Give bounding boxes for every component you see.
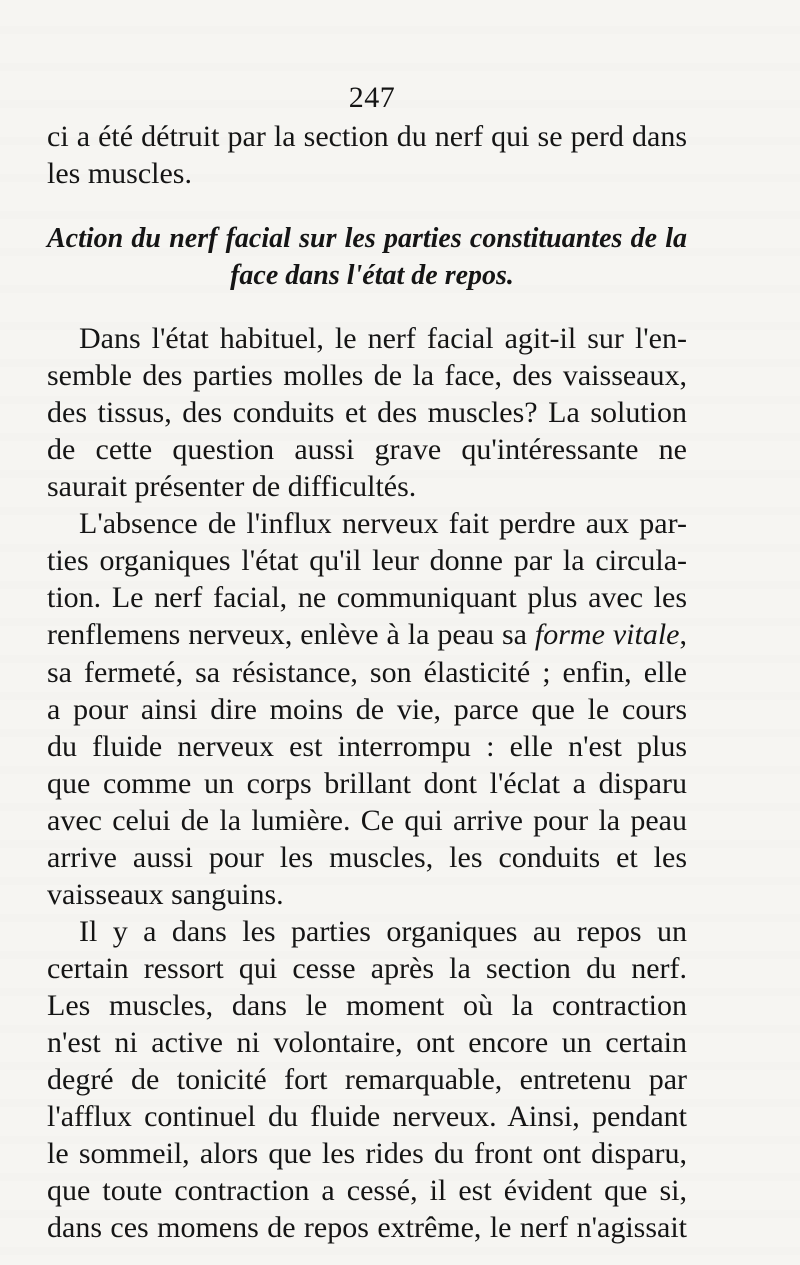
body-line: Il y a dans les parties organiques au repos un [79, 914, 687, 948]
body-line: du fluide nerveux est interrompu : elle n'est plus [47, 729, 687, 763]
section-title-line-2: face dans l'état de repos. [230, 260, 514, 292]
body-line: avec celui de la lumière. Ce qui arrive pour la peau [47, 803, 687, 837]
body-line: que toute contraction a cessé, il est évident que si, [47, 1174, 687, 1208]
body-line: degré de tonicité fort remarquable, entretenu par [47, 1063, 687, 1097]
body-line: n'est ni active ni volontaire, ont encore un certain [47, 1025, 687, 1059]
paragraph-2 [47, 505, 687, 913]
italic-phrase: forme vitale [534, 618, 680, 652]
text-segment: , [679, 618, 687, 652]
body-line: des tissus, des conduits et des muscles? La solution [47, 396, 687, 430]
body-line-with-italic [47, 616, 687, 653]
body-line: Les muscles, dans le moment où la contraction [47, 988, 687, 1022]
body-line: dans ces momens de repos extrême, le nerf n'agissait [47, 1211, 687, 1245]
body-line: Dans l'état habituel, le nerf facial agit-il sur l'en- [79, 322, 687, 356]
page-content [47, 78, 687, 1246]
body-line: tion. Le nerf facial, ne communiquant plus avec les [47, 581, 687, 615]
body-line: vaisseaux sanguins. [47, 877, 284, 911]
body-line: l'afflux continuel du fluide nerveux. Ainsi, pendant [47, 1100, 687, 1134]
body-line: semble des parties molles de la face, des vaisseaux, [47, 359, 687, 393]
body-line: que comme un corps brillant dont l'éclat a disparu [47, 766, 687, 800]
body-line: de cette question aussi grave qu'intéressante ne [47, 433, 687, 467]
section-title-line-1: Action du nerf facial sur les parties constituantes de la [47, 223, 687, 255]
body-line: certain ressort qui cesse après la section du nerf. [47, 951, 687, 985]
body-line: les muscles. [47, 157, 192, 191]
page-number: 247 [348, 81, 396, 114]
body-line: ci a été détruit par la section du nerf qui se perd dans [47, 120, 687, 153]
body-line: a pour ainsi dire moins de vie, parce que le cours [47, 692, 687, 726]
body-line: saurait présenter de difficultés. [47, 470, 417, 504]
body-line: sa fermeté, sa résistance, son élasticité ; enfin, elle [47, 655, 687, 689]
text-segment: renflemens nerveux, enlève à la peau sa [47, 618, 535, 652]
body-line: L'absence de l'influx nerveux fait perdre aux par- [79, 507, 687, 541]
paragraph-3 [47, 913, 687, 1246]
body-line: arrive aussi pour les muscles, les conduits et les [47, 840, 687, 874]
spacer [47, 192, 687, 220]
body-line: ties organiques l'état qu'il leur donne par la circula- [47, 544, 687, 578]
paragraph-1 [47, 320, 687, 505]
spacer [47, 294, 687, 320]
body-line: le sommeil, alors que les rides du front ont disparu, [47, 1137, 687, 1171]
